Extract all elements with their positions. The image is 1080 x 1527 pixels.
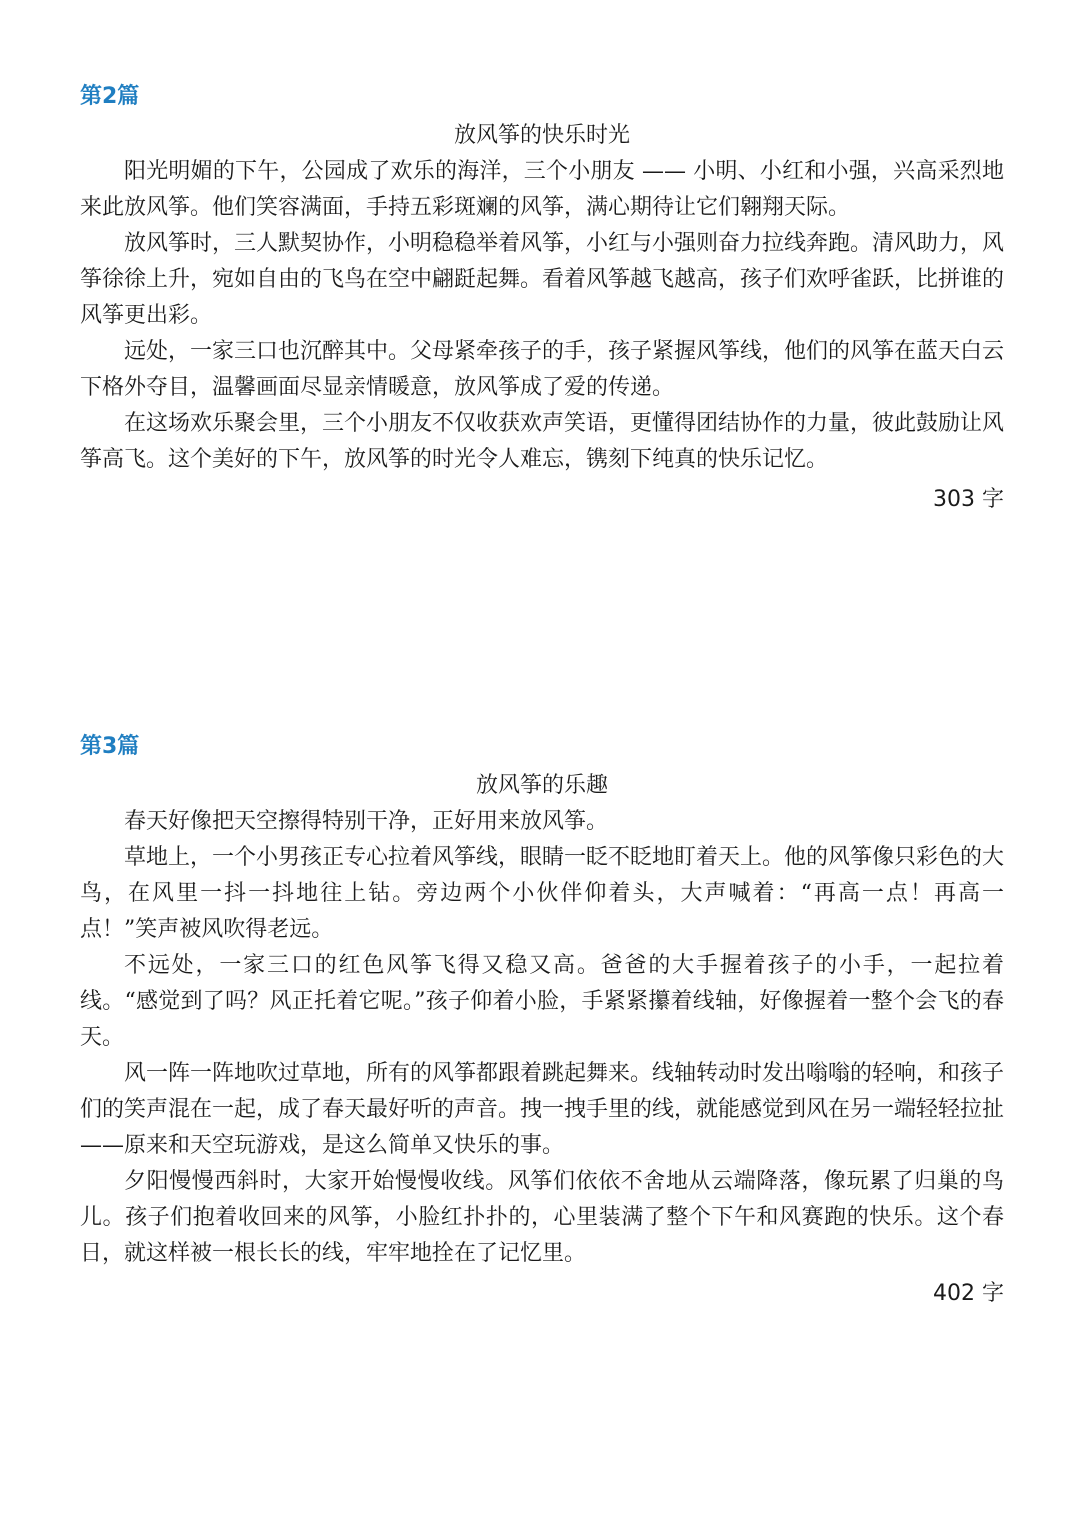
essay-label: 第3篇: [80, 734, 140, 759]
word-count: 402 字: [933, 1281, 1004, 1306]
paragraph: 夕阳慢慢西斜时，大家开始慢慢收线。风筝们依依不舍地从云端降落，像玩累了归巢的鸟儿。孩子们抱着收回来的风筝，小脸红扑扑的，心里装满了整个下午和风赛跑的快乐。这个春日，就这样被一根长长的线，牢牢地拴在了记忆里。: [80, 1169, 1004, 1266]
paragraph: 风一阵一阵地吹过草地，所有的风筝都跟着跳起舞来。线轴转动时发出嗡嗡的轻响，和孩子们的笑声混在一起，成了春天最好听的声音。拽一拽手里的线，就能感觉到风在另一端轻轻拉扯——原来和天空玩游戏，是这么简单又快乐的事。: [80, 1061, 1005, 1158]
paragraph: 草地上，一个小男孩正专心拉着风筝线，眼睛一眨不眨地盯着天上。他的风筝像只彩色的大鸟，在风里一抖一抖地往上钻。旁边两个小伙伴仰着头，大声喊着：“再高一点！再高一点！”笑声被风吹得老远。: [80, 845, 1005, 942]
essay-title: 放风筝的快乐时光: [453, 123, 630, 148]
essay-title: 放风筝的乐趣: [475, 773, 608, 798]
paragraph: 春天好像把天空擦得特别干净，正好用来放风筝。: [124, 809, 609, 834]
paragraph: 放风筝时，三人默契协作，小明稳稳举着风筝，小红与小强则奋力拉线奔跑。清风助力，风筝徐徐上升，宛如自由的飞鸟在空中翩跹起舞。看着风筝越飞越高，孩子们欢呼雀跃，比拼谁的风筝更出彩。: [80, 231, 1005, 328]
essay-2: [80, 80, 1004, 518]
paragraph: 阳光明媚的下午，公园成了欢乐的海洋，三个小朋友 —— 小明、小红和小强，兴高采烈地来此放风筝。他们笑容满面，手持五彩斑斓的风筝，满心期待让它们翱翔天际。: [80, 159, 1004, 220]
paragraph: 在这场欢乐聚会里，三个小朋友不仅收获欢声笑语，更懂得团结协作的力量，彼此鼓励让风筝高飞。这个美好的下午，放风筝的时光令人难忘，镌刻下纯真的快乐记忆。: [80, 411, 1005, 472]
essay-label: 第2篇: [80, 84, 140, 109]
paragraph: 不远处，一家三口的红色风筝飞得又稳又高。爸爸的大手握着孩子的小手，一起拉着线。“感觉到了吗？风正托着它呢。”孩子仰着小脸，手紧紧攥着线轴，好像握着一整个会飞的春天。: [80, 953, 1004, 1050]
word-count: 303 字: [933, 487, 1004, 512]
essay-3: [80, 730, 1004, 1312]
paragraph: 远处，一家三口也沉醉其中。父母紧牵孩子的手，孩子紧握风筝线，他们的风筝在蓝天白云下格外夺目，温馨画面尽显亲情暖意，放风筝成了爱的传递。: [80, 339, 1005, 400]
